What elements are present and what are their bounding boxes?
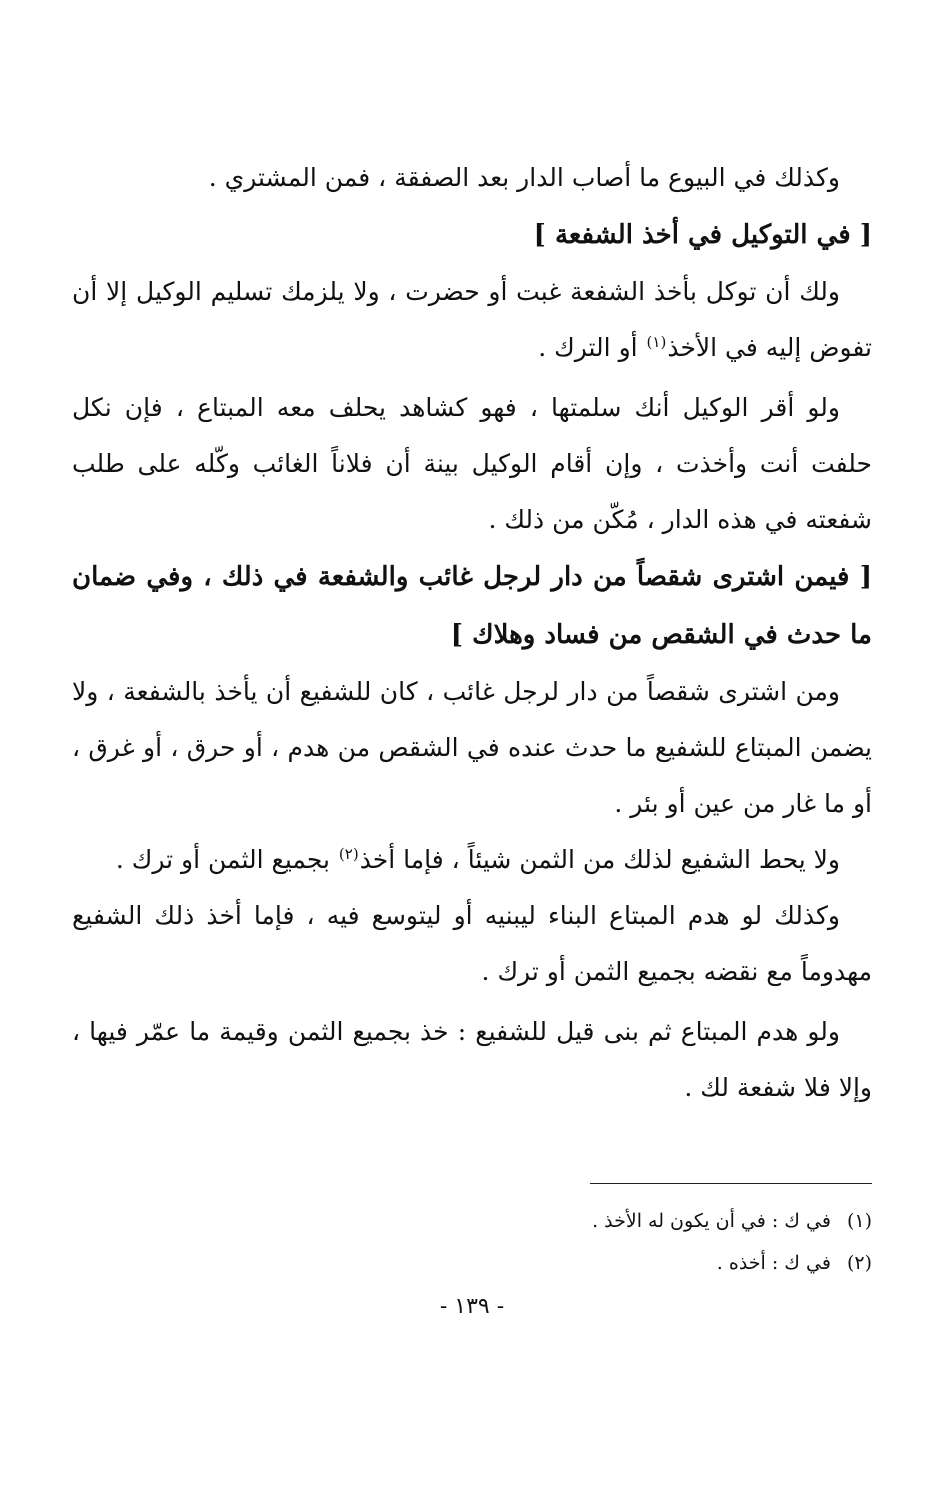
paragraph-3: [72, 380, 872, 548]
footnote-1-text: في ك : في أن يكون له الأخذ .: [592, 1210, 831, 1232]
footnote-2-text: في ك : أخذه .: [716, 1252, 831, 1274]
footnotes: [470, 1200, 872, 1284]
footnote-1-number: (١): [846, 1210, 872, 1232]
section-heading-wakala: [ في التوكيل في أخذ الشفعة ]: [533, 220, 872, 250]
footnote-ref-1[interactable]: (١): [646, 332, 667, 351]
paragraph-7: [72, 1004, 872, 1116]
section-heading-absent-seller: [ فيمن اشترى شقصاً من دار لرجل غائب والشفعة في ذلك ، وفي ضمان ما حدث في الشقص من فساد وهلاك ]: [72, 562, 872, 650]
paragraph-7-text: ولو هدم المبتاع ثم بنى قيل للشفيع : خذ بجميع الثمن وقيمة ما عمّر فيها ، وإلا فلا شفعة لك .: [72, 1017, 872, 1102]
paragraph-4-text: ومن اشترى شقصاً من دار لرجل غائب ، كان للشفيع أن يأخذ بالشفعة ، ولا يضمن المبتاع للشفيع ما حدث عنده في الشقص من هدم ، أو حرق ، أو غرق ، أو ما غار من عين أو بئر .: [72, 677, 872, 818]
paragraph-4: [72, 664, 872, 832]
paragraph-6-text: وكذلك لو هدم المبتاع البناء ليبنيه أو ليتوسع فيه ، فإما أخذ ذلك الشفيع مهدوماً مع نقضه بجميع الثمن أو ترك .: [72, 901, 872, 986]
footnote-divider: [590, 1183, 872, 1184]
footnote-ref-2[interactable]: (٢): [338, 844, 359, 863]
paragraph-1-text: وكذلك في البيوع ما أصاب الدار بعد الصفقة ، فمن المشتري .: [208, 163, 840, 192]
paragraph-2-text-b: أو الترك .: [538, 333, 638, 362]
paragraph-3-text: ولو أقر الوكيل أنك سلمتها ، فهو كشاهد يحلف معه المبتاع ، فإن نكل حلفت أنت وأخذت ، وإن أقام الوكيل بينة أن فلاناً الغائب وكّله على طلب شفعته في هذه الدار ، مُكّن من ذلك .: [72, 393, 872, 534]
page-body: [72, 150, 872, 1116]
paragraph-5: [72, 832, 872, 888]
paragraph-1: [72, 150, 872, 206]
paragraph-5-text-b: بجميع الثمن أو ترك .: [115, 845, 330, 874]
paragraph-6: [72, 888, 872, 1000]
paragraph-5-text-a: ولا يحط الشفيع لذلك من الثمن شيئاً ، فإما أخذ: [359, 845, 840, 874]
paragraph-2-text-a: ولك أن توكل بأخذ الشفعة غبت أو حضرت ، ولا يلزمك تسليم الوكيل إلا أن تفوض إليه في الأخذ: [72, 277, 872, 362]
footnote-2: [470, 1242, 872, 1284]
footnote-1: [470, 1200, 872, 1242]
paragraph-2: [72, 264, 872, 376]
footnote-2-number: (٢): [846, 1252, 872, 1274]
page-number: - ١٣٩ -: [439, 1294, 505, 1319]
